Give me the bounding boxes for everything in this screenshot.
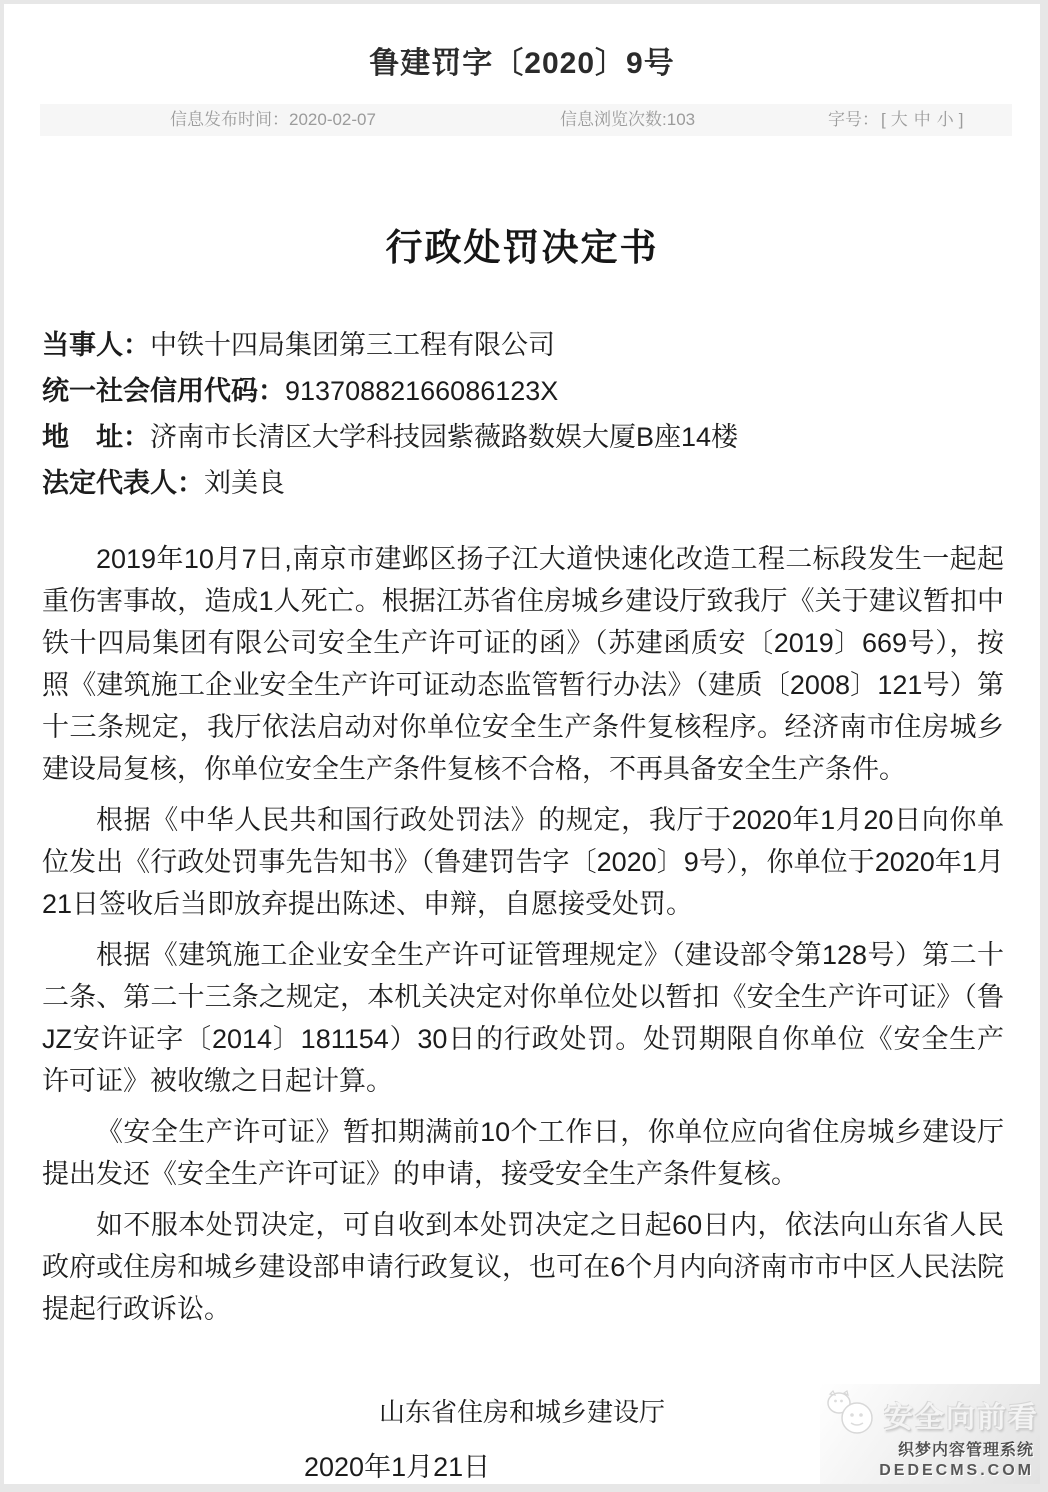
font-size-large-button[interactable]: 大 [890,110,908,129]
document-page [4,4,1040,1484]
body-paragraph: 如不服本处罚决定，可自收到本处罚决定之日起60日内，依法向山东省人民政府或住房和城乡建设部申请行政复议，也可在6个月内向济南市市中区人民法院提起行政诉讼。 [42,1210,1004,1324]
font-size-bracket-open: [ [881,110,886,129]
party-row-name [42,322,1002,368]
font-size-control [828,104,965,136]
view-count-value: 103 [666,110,696,129]
document-title: 行政处罚决定书 [385,227,659,268]
publish-time [170,104,376,136]
body-paragraph: 根据《建筑施工企业安全生产许可证管理规定》（建设部令第128号）第二十二条、第二十三条之规定，本机关决定对你单位处以暂扣《安全生产许可证》（鲁JZ安许证字〔2014〕181154）30日的行政处罚。处罚期限自你单位《安全生产许可证》被收缴之日起计算。 [42,940,1004,1096]
party-row-legal-representative [42,460,1002,506]
font-size-small-button[interactable]: 小 [936,110,954,129]
watermark-cms-block [826,1437,1036,1480]
cms-watermark [820,1384,1040,1484]
body-paragraph: 2019年10月7日,南京市建邺区扬子江大道快速化改造工程二标段发生一起起重伤害事故，造成1人死亡。根据江苏省住房城乡建设厅致我厅《关于建议暂扣中铁十四局集团有限公司安全生产许可证的函》（苏建函质安〔2019〕669号），按照《建筑施工企业安全生产许可证动态监管暂行办法》（建质〔2008〕121号）第十三条规定，我厅依法启动对你单位安全生产条件复核程序。经济南市住房城乡建设局复核，你单位安全生产条件复核不合格，不再具备安全生产条件。 [42,544,1004,784]
body-paragraph: 根据《中华人民共和国行政处罚法》的规定，我厅于2020年1月20日向你单位发出《行政处罚事先告知书》（鲁建罚告字〔2020〕9号），你单位于2020年1月21日签收后当即放弃提出陈述、申辩，自愿接受处罚。 [42,805,1004,919]
watermark-brand-text: 安全向前看 [884,1402,1040,1434]
font-size-label: 字号： [828,110,879,129]
meta-bar [40,104,1012,136]
party-info-block [42,322,1002,506]
party-label: 法定代表人： [42,468,204,498]
font-size-bracket-close: ] [958,110,964,129]
signature-organization: 山东省住房和城乡建设厅 [378,1397,665,1427]
party-value: 中铁十四局集团第三工程有限公司 [150,330,555,360]
publish-time-label: 信息发布时间： [170,110,289,129]
party-row-credit-code [42,368,1002,414]
watermark-brand-row [826,1390,1040,1441]
party-value: 刘美良 [204,468,285,498]
font-size-medium-button[interactable]: 中 [913,110,931,129]
signature-date: 2020年1月21日 [304,1452,491,1482]
publish-time-value: 2020-02-07 [289,110,376,129]
party-row-address [42,414,1002,460]
cms-name-text: 织梦内容管理系统 [897,1442,1034,1459]
view-count [560,104,695,136]
party-value: 济南市长清区大学科技园紫薇路数娱大厦B座14楼 [150,422,739,452]
party-label: 当事人： [42,330,150,360]
party-value: 91370882166086123X [285,376,559,406]
brand-logo-icon [826,1390,880,1441]
document-body [42,538,1004,1330]
cms-domain-text: DEDECMS.COM [879,1462,1034,1479]
view-count-label: 信息浏览次数: [560,110,667,129]
party-label: 统一社会信用代码： [42,376,285,406]
body-paragraph: 《安全生产许可证》暂扣期满前10个工作日，你单位应向省住房城乡建设厅提出发还《安全生产许可证》的申请，接受安全生产条件复核。 [42,1117,1004,1189]
doc-number-heading: 鲁建罚字〔2020〕9号 [369,47,675,80]
party-label: 地 址： [42,422,150,452]
